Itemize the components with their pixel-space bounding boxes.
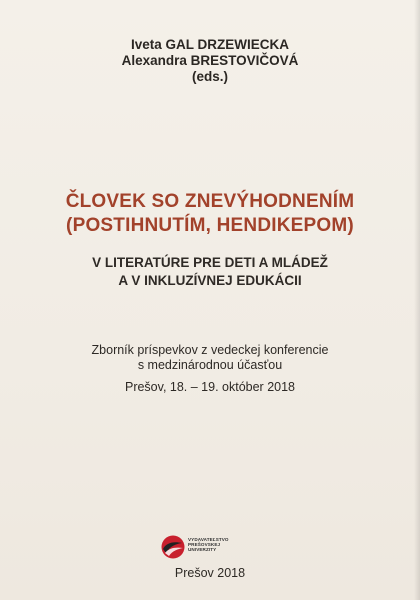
description-line-1: Zborník príspevkov z vedeckej konferencie (91, 343, 329, 357)
editor-name-2: Alexandra BRESTOVIČOVÁ (121, 53, 299, 68)
publisher-logo-block (160, 534, 270, 560)
publisher-line-1: VYDAVATEĽSTVO (188, 537, 229, 542)
book-subtitle-line-1: V LITERATÚRE PRE DETI A MLÁDEŽ (92, 255, 328, 270)
university-press-logo-icon (160, 534, 186, 560)
book-title-line-1: ČLOVEK SO ZNEVÝHODNENÍM (65, 191, 355, 212)
book-title-line-2: (POSTIHNUTÍM, HENDIKEPOM) (66, 215, 354, 236)
publisher-name (188, 537, 229, 553)
book-subtitle-line-2: A V INKLUZÍVNEJ EDUKÁCII (118, 273, 302, 288)
proceedings-description (0, 343, 420, 373)
conference-place-date: Prešov, 18. – 19. október 2018 (124, 380, 296, 394)
publisher-line-2: PREŠOVSKEJ (188, 542, 221, 548)
publication-place-year: Prešov 2018 (174, 566, 246, 580)
publisher-line-3: UNIVERZITY (188, 547, 217, 553)
editors-block (0, 37, 420, 85)
editor-name-1: Iveta GAL DRZEWIECKA (130, 37, 290, 52)
description-line-2: s medzinárodnou účasťou (137, 358, 283, 372)
book-subtitle (0, 254, 420, 290)
editors-note: (eds.) (191, 69, 228, 84)
book-title (0, 190, 420, 238)
